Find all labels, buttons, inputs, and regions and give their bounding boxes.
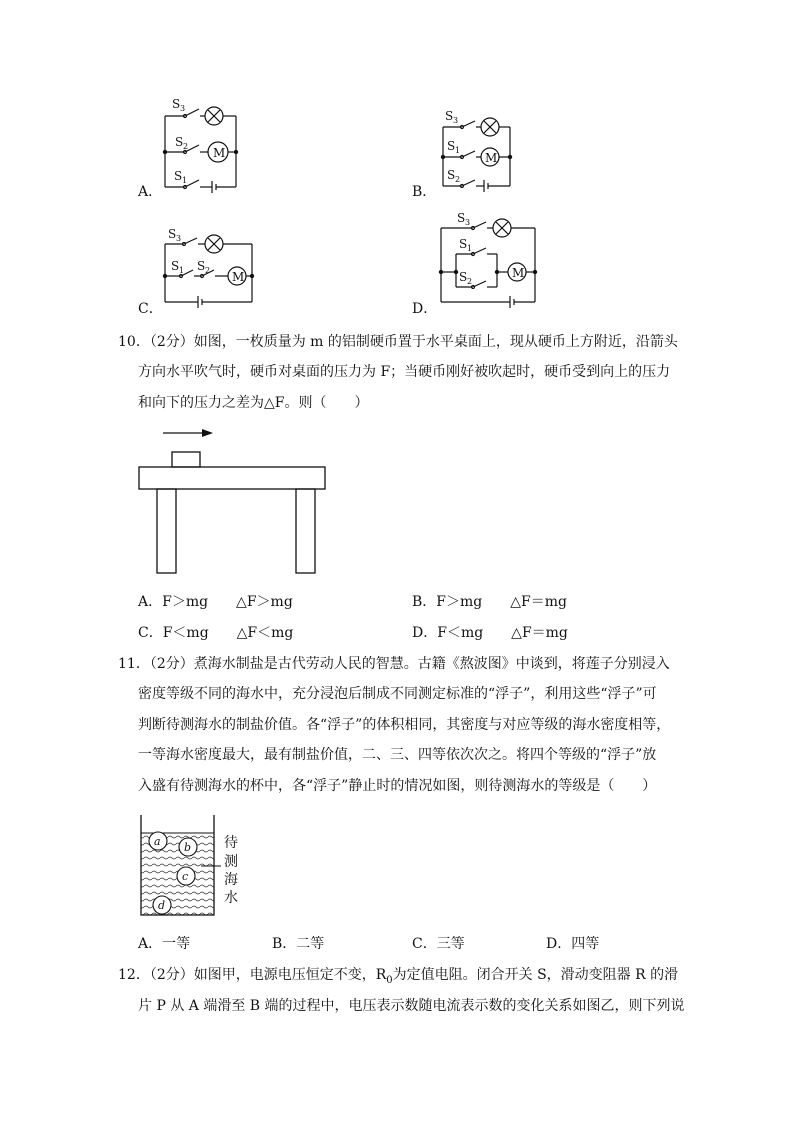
q11-option-a[interactable]: A．一等 — [138, 936, 191, 952]
table-top — [139, 467, 325, 489]
switch-s2-label: S — [175, 135, 184, 149]
float-d — [153, 896, 171, 914]
q12-stem-line1: 12．（2分）如图甲，电源电压恒定不变，$R_0$为定值电阻。闭合开关 S，滑动变阻器 R 的滑 — [118, 967, 679, 986]
q10-stem-line2: 方向水平吹气时，硬币对桌面的压力为 F；当硬币刚好被吹起时，硬币受到向上的压力 — [138, 364, 671, 380]
option-a-label: A． — [138, 184, 163, 200]
svg-text:M: M — [232, 270, 245, 284]
svg-text:c: c — [182, 870, 189, 883]
svg-text:S: S — [197, 259, 206, 273]
svg-text:1: 1 — [467, 244, 473, 253]
q10-option-b[interactable]: B．F＞mg △F＝mg — [412, 594, 567, 610]
svg-text:d: d — [158, 899, 166, 912]
coin — [172, 452, 200, 467]
svg-text:b: b — [184, 841, 192, 854]
svg-text:2: 2 — [455, 175, 461, 184]
svg-text:S: S — [459, 270, 468, 284]
svg-text:3: 3 — [180, 104, 186, 113]
beaker-label-4: 水 — [224, 890, 238, 906]
svg-text:S: S — [447, 168, 456, 182]
svg-text:S: S — [459, 237, 468, 251]
q11-stem-line1: 11．（2分）煮海水制盐是古代劳动人民的智慧。古籍《熬波图》中谈到，将莲子分别浸入 — [118, 656, 670, 672]
table-leg-right — [296, 489, 315, 573]
svg-text:S: S — [445, 109, 454, 123]
beaker-label-3: 海 — [224, 872, 238, 888]
svg-text:3: 3 — [176, 234, 182, 243]
svg-text:3: 3 — [453, 116, 459, 125]
q10-stem-line1: 10．（2分）如图，一枚质量为 m 的铝制硬币置于水平桌面上，现从硬币上方附近，沿箭头 — [118, 334, 678, 350]
svg-text:3: 3 — [465, 218, 471, 227]
option-d-label: D． — [412, 301, 438, 317]
q12-stem-line2: 片 P 从 A 端滑至 B 端的过程中，电压表示数随电流表示数的变化关系如图乙，则下列说 — [138, 998, 685, 1014]
table-leg-left — [157, 489, 176, 573]
q10-stem-line3: 和向下的压力之差为△F。则（ ） — [138, 395, 369, 411]
float-c — [177, 867, 195, 885]
q10-option-d[interactable]: D．F＜mg △F＝mg — [412, 625, 568, 641]
q10-option-c[interactable]: C．F＜mg △F＜mg — [138, 625, 294, 641]
switch-s1-label: S — [174, 169, 183, 183]
svg-text:S: S — [171, 259, 180, 273]
switch-s3-label: S — [172, 97, 181, 111]
svg-text:S: S — [168, 227, 177, 241]
q11-stem-line5: 入盛有待测海水的杯中，各“浮子”静止时的情况如图，则待测海水的等级是（ ） — [138, 778, 657, 794]
motor-label: M — [213, 146, 226, 160]
float-a — [149, 832, 167, 850]
svg-text:a: a — [154, 835, 161, 848]
svg-text:M: M — [485, 151, 498, 165]
q11-stem-line3: 判断待测海水的制盐价值。各“浮子”的体积相同，其密度与对应等级的海水密度相等， — [138, 717, 671, 733]
svg-text:S: S — [457, 211, 466, 225]
q10-option-a[interactable]: A．F＞mg △F＞mg — [138, 594, 293, 610]
svg-text:1: 1 — [182, 176, 188, 185]
q11-stem-line4: 一等海水密度最大，最有制盐价值，二、三、四等依次次之。将四个等级的“浮子”放 — [138, 747, 657, 763]
q11-stem-line2: 密度等级不同的海水中，充分浸泡后制成不同测定标准的“浮子”，利用这些“浮子”可 — [138, 686, 657, 702]
q11-option-d[interactable]: D．四等 — [546, 936, 600, 952]
svg-text:2: 2 — [467, 277, 473, 286]
float-b — [179, 838, 197, 856]
beaker-label-1: 待 — [224, 835, 238, 851]
beaker-label-2: 测 — [224, 854, 238, 870]
svg-text:1: 1 — [179, 266, 185, 275]
svg-text:2: 2 — [183, 142, 189, 151]
q11-option-c[interactable]: C．三等 — [412, 936, 465, 952]
svg-text:M: M — [512, 266, 525, 280]
svg-text:2: 2 — [205, 266, 211, 275]
option-b-label: B． — [412, 184, 437, 200]
option-c-label: C． — [138, 301, 163, 317]
q11-option-b[interactable]: B．二等 — [272, 936, 325, 952]
svg-text:S: S — [447, 139, 456, 153]
svg-text:1: 1 — [455, 146, 461, 155]
